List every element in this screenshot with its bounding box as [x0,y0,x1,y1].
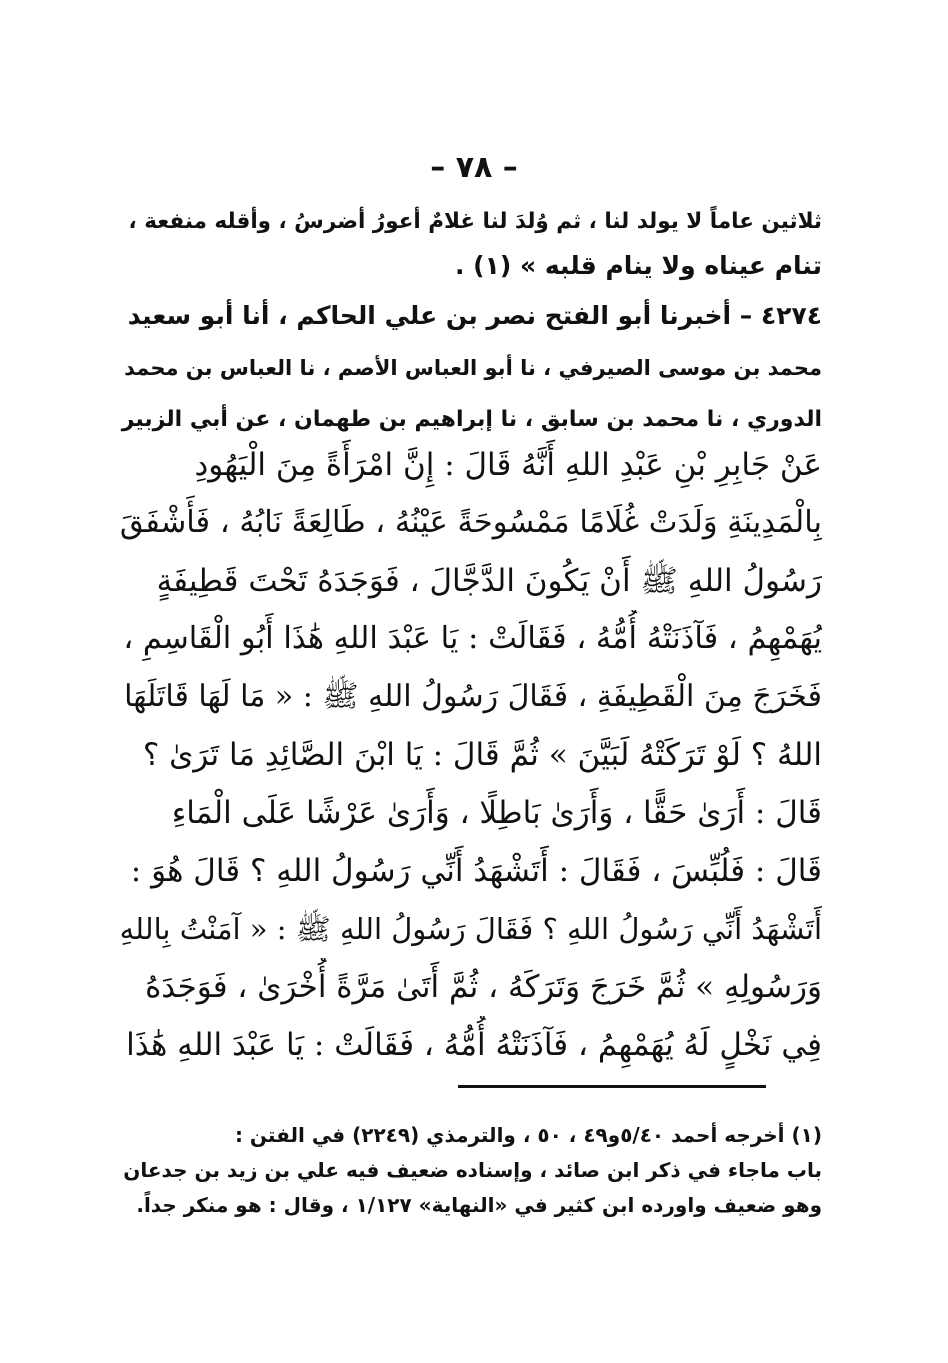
footnote-divider [458,1085,766,1088]
footnote-line: (١) أخرجه أحمد ٥/٤٠و٤٩ ، ٥٠ ، والترمذي (٢٢٤٩) في الفتن : [234,1123,822,1147]
footnotes [120,1118,822,1223]
text-line: قَالَ : فَلُبِّسَ ، فَقَالَ : أَتَشْهَدُ أَنِّي رَسُولُ اللهِ ؟ قَالَ هُوَ : [130,853,822,889]
text-line: فِي نَخْلٍ لَهُ يُهَمْهِمُ ، فَآذَنَتْهُ أُمُّهُ ، فَقَالَتْ : يَا عَبْدَ اللهِ هَٰذَا [126,1027,822,1063]
text-line: محمد بن موسى الصيرفي ، نا أبو العباس الأصم ، نا العباس بن محمد [124,356,822,380]
text-line: اللهُ ؟ لَوْ تَرَكَتْهُ لَبَيَّنَ » ثُمَّ قَالَ : يَا ابْنَ الصَّائِدِ مَا تَرَىٰ ؟ [142,737,822,773]
text-line: ثلاثين عاماً لا يولد لنا ، ثم وُلدَ لنا غلامٌ أعورُ أضرسُ ، وأقله منفعة ، [128,209,822,234]
page-number: – ٧٨ – [430,150,518,185]
continuation-paragraph [120,200,822,288]
text-line: عَنْ جَابِرِ بْنِ عَبْدِ اللهِ أَنَّهُ قَالَ : إِنَّ امْرَأَةً مِنَ الْيَهُودِ [194,447,822,483]
text-line: رَسُولُ اللهِ ﷺ أَنْ يَكُونَ الدَّجَّالَ ، فَوَجَدَهُ تَحْتَ قَطِيفَةٍ [156,563,822,599]
text-line: تنام عيناه ولا ينام قلبه » (١) . [454,251,822,280]
text-line: فَخَرَجَ مِنَ الْقَطِيفَةِ ، فَقَالَ رَسُولُ اللهِ ﷺ : « مَا لَهَا قَاتَلَهَا [124,679,822,714]
text-line: بِالْمَدِينَةِ وَلَدَتْ غُلَامًا مَمْسُوحَةً عَيْنُهُ ، طَالِعَةً نَابُهُ ، فَأَشْفَقَ [120,505,822,540]
text-line: أَتَشْهَدُ أَنِّي رَسُولُ اللهِ ؟ فَقَالَ رَسُولُ اللهِ ﷺ : « آمَنْتُ بِاللهِ [120,912,822,946]
footnote-line: باب ماجاء في ذكر ابن صائد ، وإسناده ضعيف فيه علي بن زيد بن جدعان [123,1158,822,1182]
text-line: وَرَسُولِهِ » ثُمَّ خَرَجَ وَتَرَكَهُ ، ثُمَّ أَتَىٰ مَرَّةً أُخْرَىٰ ، فَوَجَدَهُ [145,969,822,1005]
text-line: قَالَ : أَرَىٰ حَقًّا ، وَأَرَىٰ بَاطِلًا ، وَأَرَىٰ عَرْشًا عَلَى الْمَاءِ [171,795,822,831]
hadith-isnad [120,290,822,446]
text-line: ٤٢٧٤ – أخبرنا أبو الفتح نصر بن علي الحاكم ، أنا أبو سعيد [127,301,822,330]
text-line: يُهَمْهِمُ ، فَآذَنَتْهُ أُمُّهُ ، فَقَالَتْ : يَا عَبْدَ اللهِ هَٰذَا أَبُو الْقَاسِمِ ، [123,621,822,656]
hadith-matn [120,436,822,1074]
text-line: الدوري ، نا محمد بن سابق ، نا إبراهيم بن طهمان ، عن أبي الزبير [121,407,822,432]
footnote-line: وهو ضعيف واورده ابن كثير في «النهاية» ١/١٢٧ ، وقال : هو منكر جداً. [136,1193,822,1217]
